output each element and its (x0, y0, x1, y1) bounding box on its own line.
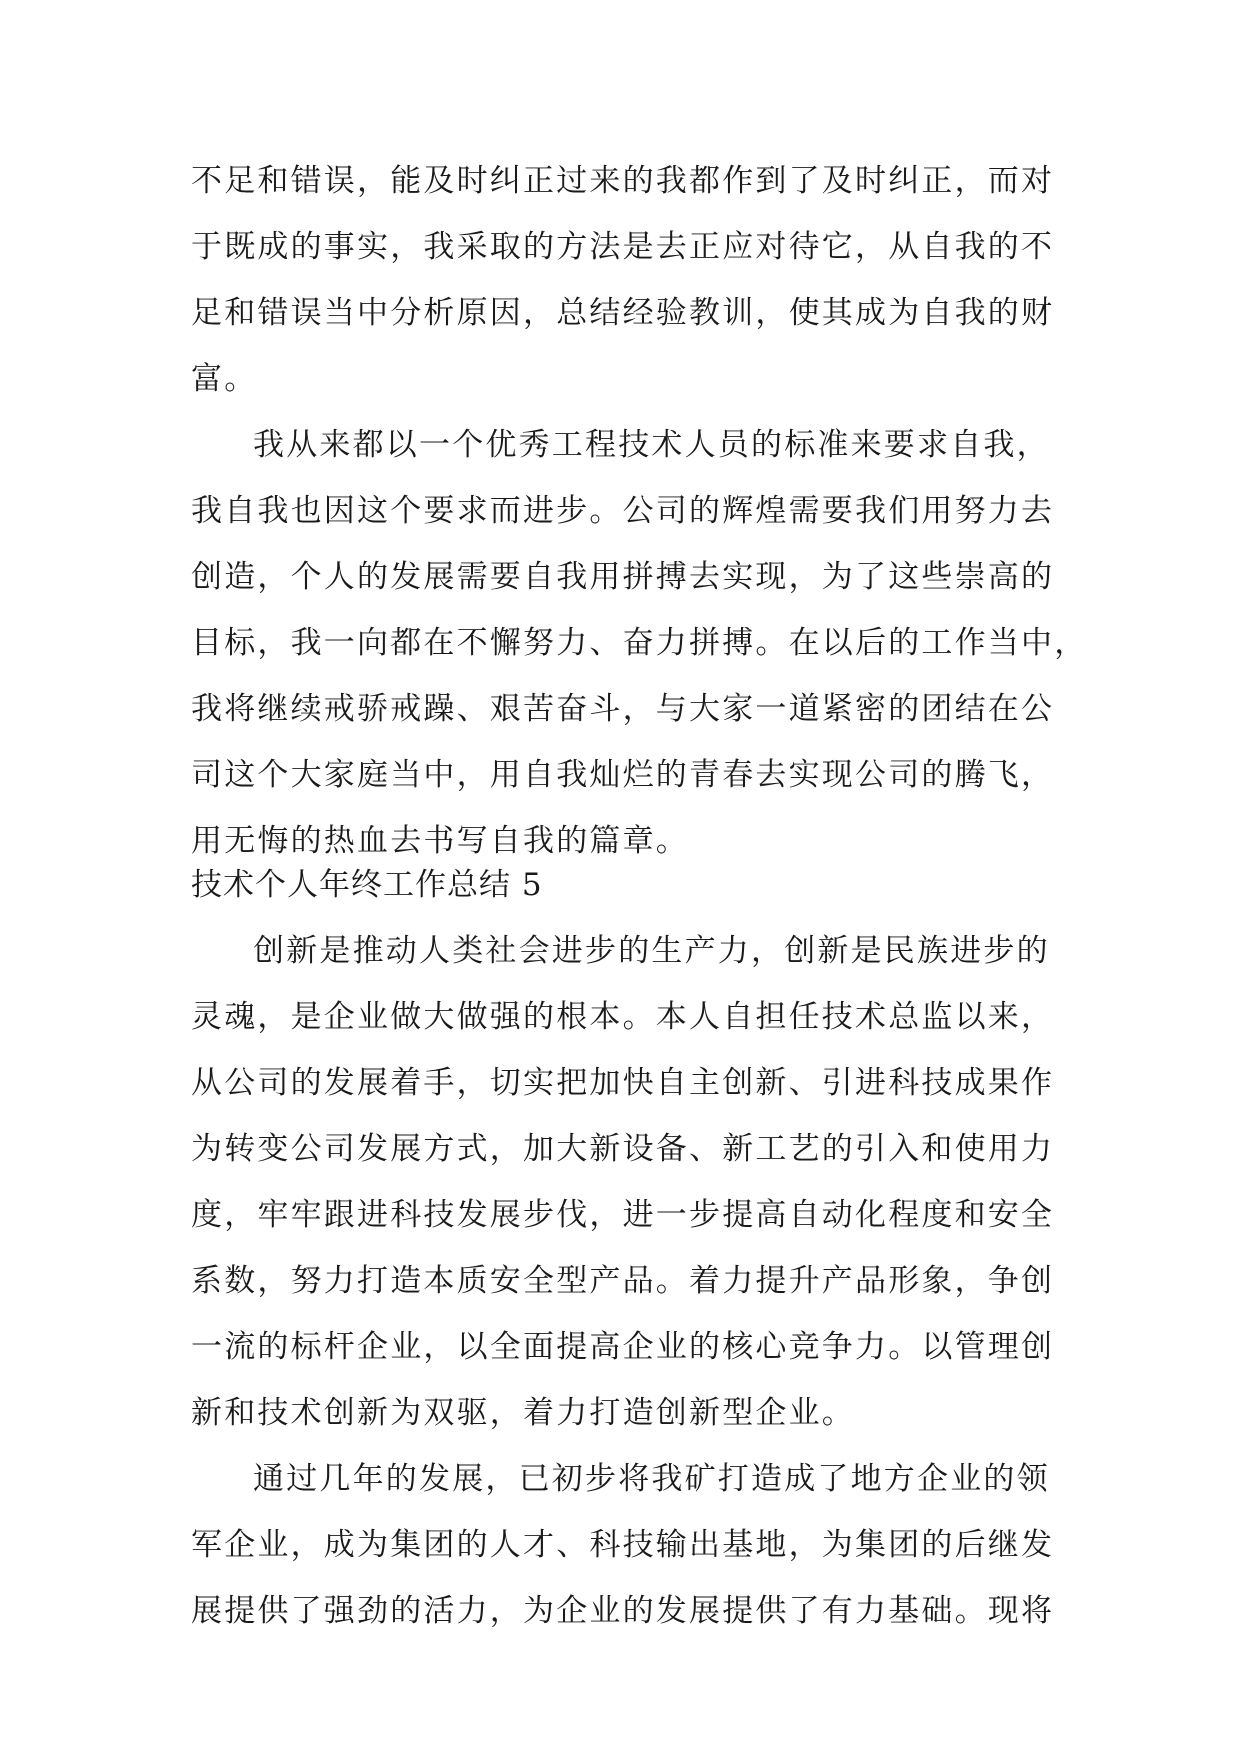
paragraph-line: 灵魂，是企业做大做强的根本。本人自担任技术总监以来， (191, 999, 1055, 1035)
paragraph-line: 目标，我一向都在不懈努力、奋力拼搏。在以后的工作当中， (191, 625, 1088, 661)
paragraph-line: 我将继续戒骄戒躁、艰苦奋斗，与大家一道紧密的团结在公 (191, 691, 1055, 727)
paragraph-line: 从公司的发展着手，切实把加快自主创新、引进科技成果作 (191, 1065, 1055, 1101)
paragraph-line: 通过几年的发展，已初步将我矿打造成了地方企业的领 (253, 1461, 1050, 1497)
paragraph-line: 不足和错误，能及时纠正过来的我都作到了及时纠正，而对 (191, 163, 1055, 199)
paragraph-line: 足和错误当中分析原因，总结经验教训，使其成为自我的财 (191, 295, 1055, 331)
paragraph-line: 我从来都以一个优秀工程技术人员的标准来要求自我， (253, 427, 1050, 463)
paragraph-line: 创新是推动人类社会进步的生产力，创新是民族进步的 (253, 933, 1050, 969)
paragraph-line: 用无悔的热血去书写自我的篇章。 (191, 823, 689, 859)
body-text-top (191, 148, 1088, 874)
paragraph-line: 我自我也因这个要求而进步。公司的辉煌需要我们用努力去 (191, 493, 1055, 529)
paragraph-line: 一流的标杆企业，以全面提高企业的核心竞争力。以管理创 (191, 1329, 1055, 1365)
section-heading: 技术个人年终工作总结 5 (191, 867, 543, 903)
paragraph-line: 为转变公司发展方式，加大新设备、新工艺的引入和使用力 (191, 1131, 1055, 1167)
paragraph-line: 新和技术创新为双驱，着力打造创新型企业。 (191, 1395, 855, 1431)
paragraph-line: 军企业，成为集团的人才、科技输出基地，为集团的后继发 (191, 1527, 1055, 1563)
paragraph-line: 创造，个人的发展需要自我用拼搏去实现，为了这些崇高的 (191, 559, 1055, 595)
paragraph-line: 度，牢牢跟进科技发展步伐，进一步提高自动化程度和安全 (191, 1197, 1055, 1233)
paragraph-line: 于既成的事实，我采取的方法是去正应对待它，从自我的不 (191, 229, 1055, 265)
paragraph-line: 富。 (191, 361, 258, 397)
paragraph-line: 系数，努力打造本质安全型产品。着力提升产品形象，争创 (191, 1263, 1055, 1299)
body-text-bottom (191, 918, 1071, 1644)
paragraph-line: 司这个大家庭当中，用自我灿烂的青春去实现公司的腾飞， (191, 757, 1055, 793)
paragraph-line: 展提供了强劲的活力，为企业的发展提供了有力基础。现将 (191, 1593, 1055, 1629)
